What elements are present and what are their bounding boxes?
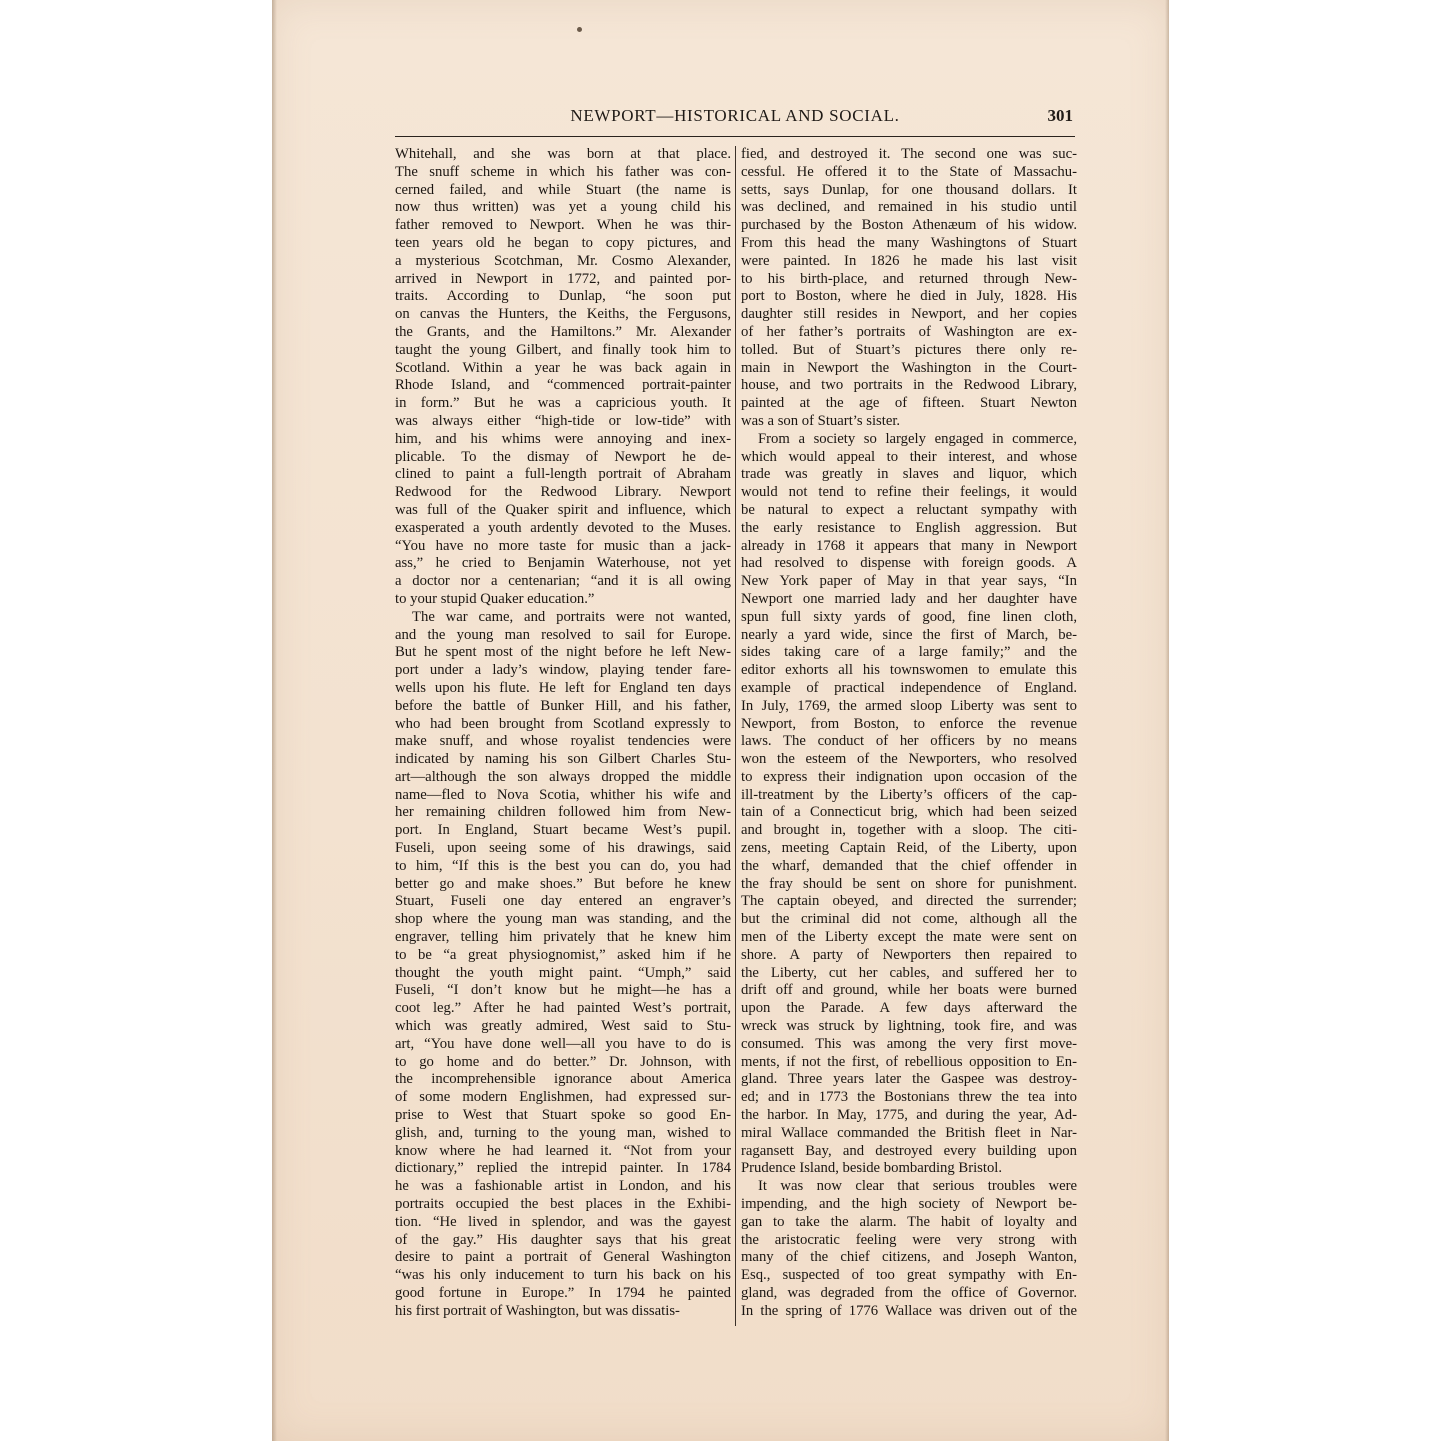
text-line: From this head the many Washingtons of Stuart xyxy=(741,234,1077,251)
text-line: the Grants, and the Hamiltons.” Mr. Alexander xyxy=(395,323,731,340)
text-line: tion. “He lived in splendor, and was the gayest xyxy=(395,1213,731,1230)
text-line: house, and two portraits in the Redwood Library, xyxy=(741,377,1077,394)
text-line: but the criminal did not come, although all the xyxy=(741,911,1077,928)
text-line: In July, 1769, the armed sloop Liberty was sent to xyxy=(741,697,1077,714)
text-line: name—fled to Nova Scotia, whither his wife and xyxy=(395,786,731,803)
text-line: Rhode Island, and “commenced portrait-painter xyxy=(395,377,731,394)
text-line: impending, and the high society of Newport be- xyxy=(741,1196,1077,1213)
text-line: clined to paint a full-length portrait of Abraham xyxy=(395,466,731,483)
text-line: “was his only inducement to turn his back on his xyxy=(395,1267,731,1284)
text-line: plicable. To the dismay of Newport he de- xyxy=(395,448,731,465)
text-line: was full of the Quaker spirit and influence, which xyxy=(395,501,731,518)
text-line: Whitehall, and she was born at that place. xyxy=(395,146,731,162)
text-line: desire to paint a portrait of General Washington xyxy=(395,1249,731,1266)
text-line: the harbor. In May, 1775, and during the year, Ad- xyxy=(741,1107,1077,1124)
text-line: art—although the son always dropped the middle xyxy=(395,768,731,785)
text-line: of her father’s portraits of Washington are ex- xyxy=(741,323,1077,340)
text-line: wells upon his flute. He left for England ten days xyxy=(395,679,731,696)
text-line: father removed to Newport. When he was thir- xyxy=(395,217,731,234)
text-line: From a society so largely engaged in commerce, xyxy=(758,430,1077,447)
text-line: the fray should be sent on shore for punishment. xyxy=(741,875,1077,892)
text-line: traits. According to Dunlap, “he soon put xyxy=(395,288,731,305)
text-line: zens, meeting Captain Reid, of the Liberty, upon xyxy=(741,840,1077,857)
text-line: gland. Three years later the Gaspee was destroy- xyxy=(741,1071,1077,1088)
text-line: many of the chief citizens, and Joseph Wanton, xyxy=(741,1249,1077,1266)
text-line: to his birth-place, and returned through New- xyxy=(741,270,1077,287)
text-line: the wharf, demanded that the chief offender in xyxy=(741,857,1077,874)
text-line: gan to take the alarm. The habit of loyalty and xyxy=(741,1213,1077,1230)
text-line: in form.” But he was a capricious youth. It xyxy=(395,395,731,412)
text-line: In the spring of 1776 Wallace was driven out of the xyxy=(741,1302,1077,1319)
text-line: which would appeal to their interest, and whose xyxy=(741,448,1077,465)
ink-dot xyxy=(577,27,582,32)
text-line: cessful. He offered it to the State of Massachu- xyxy=(741,163,1077,180)
text-line: to be “a great physiognomist,” asked him if he xyxy=(395,946,731,963)
text-line: good fortune in Europe.” In 1794 he painted xyxy=(395,1285,731,1301)
text-line: fied, and destroyed it. The second one was suc- xyxy=(741,146,1077,162)
page-number: 301 xyxy=(1047,106,1073,125)
text-line: know where he had learned it. “Not from your xyxy=(395,1142,731,1159)
text-line: taught the young Gilbert, and finally took him to xyxy=(395,341,731,358)
text-line: had resolved to dispense with foreign goods. A xyxy=(741,555,1077,572)
text-line: now thus written) was yet a young child his xyxy=(395,199,731,216)
text-line: which was greatly admired, West said to Stu- xyxy=(395,1018,731,1035)
text-line: a mysterious Scotchman, Mr. Cosmo Alexander, xyxy=(395,252,731,269)
text-line: ed; and in 1773 the Bostonians threw the tea into xyxy=(741,1089,1077,1106)
text-line: Fuseli, “I don’t know but he might—he has a xyxy=(395,982,731,999)
text-line: were painted. In 1826 he made his last visit xyxy=(741,252,1077,269)
text-line: setts, says Dunlap, for one thousand dollars. It xyxy=(741,181,1077,198)
text-line: miral Wallace commanded the British fleet in Nar- xyxy=(741,1124,1077,1141)
text-line: to your stupid Quaker education.” xyxy=(395,590,595,607)
text-line: painted at the age of fifteen. Stuart Newton xyxy=(741,395,1077,412)
text-line: won the esteem of the Newporters, who resolved xyxy=(741,751,1077,768)
text-line: engraver, telling him privately that he knew him xyxy=(395,929,731,946)
text-line: ill-treatment by the Liberty’s officers of the cap- xyxy=(741,786,1077,803)
text-line: The war came, and portraits were not wanted, xyxy=(412,608,731,625)
text-line: Fuseli, upon seeing some of his drawings, said xyxy=(395,840,731,857)
text-line: port under a lady’s window, playing tender fare- xyxy=(395,662,731,679)
text-line: But he spent most of the night before he left New- xyxy=(395,644,731,661)
text-line: editor exhorts all his townswomen to emulate this xyxy=(741,662,1077,679)
text-line: ass,” he cried to Benjamin Waterhouse, not yet xyxy=(395,555,731,572)
text-line: coot leg.” After he had painted West’s portrait, xyxy=(395,1000,731,1017)
text-line: who had been brought from Scotland expressly to xyxy=(395,715,731,732)
text-column-right xyxy=(741,146,1077,1321)
text-line: exasperated a youth ardently devoted to the Muses. xyxy=(395,519,731,536)
text-line: Newport, from Boston, to enforce the revenue xyxy=(741,715,1077,732)
column-divider xyxy=(735,146,736,1326)
text-line: his first portrait of Washington, but was dissatis- xyxy=(395,1302,680,1319)
text-line: would not tend to refine their feelings, it would xyxy=(741,484,1077,501)
text-line: cerned failed, and while Stuart (the name is xyxy=(395,181,731,198)
text-line: to go home and do better.” Dr. Johnson, with xyxy=(395,1053,731,1070)
text-line: wreck was struck by lightning, took fire, and was xyxy=(741,1018,1077,1035)
text-line: consumed. This was among the very first move- xyxy=(741,1035,1077,1052)
text-line: daughter still resides in Newport, and her copies xyxy=(741,306,1077,323)
text-line: shore. A party of Newporters then repaired to xyxy=(741,946,1077,963)
text-line: on canvas the Hunters, the Keiths, the Fergusons, xyxy=(395,306,731,323)
text-line: of some modern Englishmen, had expressed sur- xyxy=(395,1089,731,1106)
text-line: and brought in, together with a sloop. The citi- xyxy=(741,822,1077,839)
text-line: art, “You have done well—all you have to do is xyxy=(395,1035,731,1052)
text-line: shop where the young man was standing, and the xyxy=(395,911,731,928)
text-line: him, and his whims were annoying and inex- xyxy=(395,430,731,447)
text-line: of the gay.” His daughter says that his great xyxy=(395,1231,731,1248)
running-title: NEWPORT—HISTORICAL AND SOCIAL. xyxy=(570,106,900,125)
text-line: was a son of Stuart’s sister. xyxy=(741,412,901,429)
text-line: the aristocratic feeling were very strong with xyxy=(741,1231,1077,1248)
text-line: glish, and, turning to the young man, wished to xyxy=(395,1124,731,1141)
text-line: her remaining children followed him from New- xyxy=(395,804,731,821)
text-line: Newport one married lady and her daughter have xyxy=(741,590,1077,607)
text-line: make snuff, and whose royalist tendencies were xyxy=(395,733,731,750)
text-line: ragansett Bay, and destroyed every building upon xyxy=(741,1142,1077,1159)
text-line: laws. The conduct of her officers by no means xyxy=(741,733,1077,750)
text-line: arrived in Newport in 1772, and painted por- xyxy=(395,270,731,287)
text-line: port to Boston, where he died in July, 1828. His xyxy=(741,288,1077,305)
text-line: drift off and ground, while her boats were burned xyxy=(741,982,1077,999)
text-line: Stuart, Fuseli one day entered an engraver’s xyxy=(395,893,731,910)
text-line: before the battle of Bunker Hill, and his father, xyxy=(395,697,731,714)
text-line: example of practical independence of England. xyxy=(741,679,1077,696)
text-line: was always either “high-tide or low-tide” with xyxy=(395,412,731,429)
text-line: Redwood for the Redwood Library. Newport xyxy=(395,484,731,501)
text-line: tain of a Connecticut brig, which had been seized xyxy=(741,804,1077,821)
text-line: The snuff scheme in which his father was con- xyxy=(395,163,731,180)
text-line: port. In England, Stuart became West’s pupil. xyxy=(395,822,731,839)
text-line: the early resistance to English aggression. But xyxy=(741,519,1077,536)
text-line: spun full sixty yards of good, fine linen cloth, xyxy=(741,608,1077,625)
text-line: trade was greatly in slaves and liquor, which xyxy=(741,466,1077,483)
text-line: thought the youth might paint. “Umph,” said xyxy=(395,964,731,981)
text-line: be natural to expect a reluctant sympathy with xyxy=(741,501,1077,518)
text-line: indicated by naming his son Gilbert Charles Stu- xyxy=(395,751,731,768)
text-line: and the young man resolved to sail for Europe. xyxy=(395,626,731,643)
text-column-left xyxy=(395,146,731,1321)
text-line: upon the Parade. A few days afterward the xyxy=(741,1000,1077,1017)
text-line: tolled. But of Stuart’s pictures there only re- xyxy=(741,341,1077,358)
text-line: to express their indignation upon occasion of the xyxy=(741,768,1077,785)
text-line: purchased by the Boston Athenæum of his widow. xyxy=(741,217,1077,234)
book-page xyxy=(272,0,1169,1441)
text-line: better go and make shoes.” But before he knew xyxy=(395,875,731,892)
text-line: The captain obeyed, and directed the surrender; xyxy=(741,893,1077,910)
text-line: portraits occupied the best places in the Exhibi- xyxy=(395,1196,731,1213)
text-line: nearly a yard wide, since the first of March, be- xyxy=(741,626,1077,643)
text-line: to him, “If this is the best you can do, you had xyxy=(395,857,731,874)
text-line: teen years old he began to copy pictures, and xyxy=(395,234,731,251)
text-line: Scotland. Within a year he was back again in xyxy=(395,359,731,376)
text-line: gland, was degraded from the office of Governor. xyxy=(741,1285,1077,1301)
text-line: ments, if not the first, of rebellious opposition to En- xyxy=(741,1053,1077,1070)
text-line: the incomprehensible ignorance about America xyxy=(395,1071,731,1088)
text-line: a doctor nor a centenarian; “and it is all owing xyxy=(395,573,731,590)
text-line: he was a fashionable artist in London, and his xyxy=(395,1178,731,1195)
text-line: “You have no more taste for music than a jack- xyxy=(395,537,731,554)
text-line: sides taking care of a large family;” and the xyxy=(741,644,1077,661)
text-line: men of the Liberty except the mate were sent on xyxy=(741,929,1077,946)
text-line: already in 1768 it appears that many in Newport xyxy=(741,537,1077,554)
text-line: dictionary,” replied the intrepid painter. In 1784 xyxy=(395,1160,731,1177)
text-line: Esq., suspected of too great sympathy with En- xyxy=(741,1267,1077,1284)
header-rule xyxy=(395,136,1075,137)
text-line: It was now clear that serious troubles were xyxy=(758,1178,1077,1195)
text-line: was declined, and remained in his studio until xyxy=(741,199,1077,216)
text-line: the Liberty, cut her cables, and suffered her to xyxy=(741,964,1077,981)
text-line: New York paper of May in that year says, “In xyxy=(741,573,1077,590)
text-line: prise to West that Stuart spoke so good En- xyxy=(395,1107,731,1124)
text-line: Prudence Island, beside bombarding Bristol. xyxy=(741,1160,1003,1177)
text-line: main in Newport the Washington in the Court- xyxy=(741,359,1077,376)
